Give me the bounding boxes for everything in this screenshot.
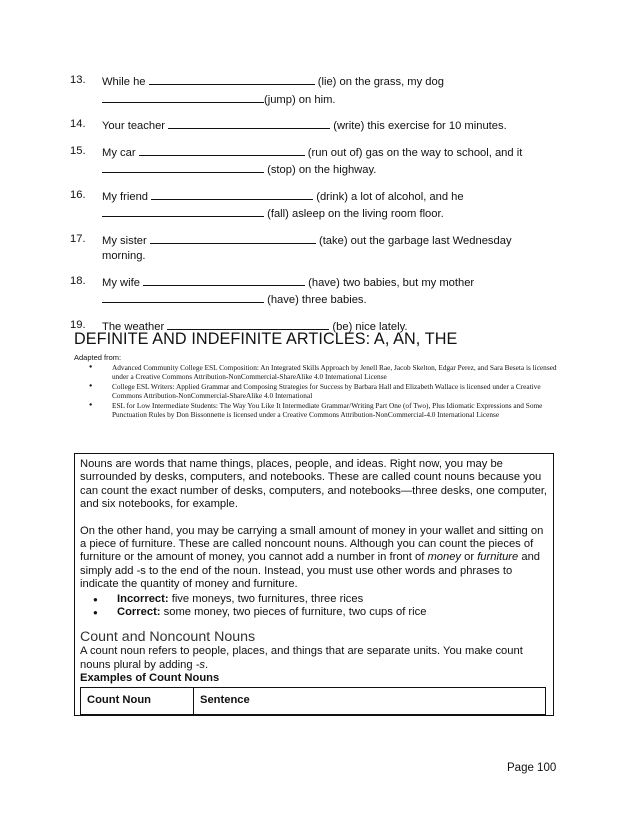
count-noun-paragraph: A count noun refers to people, places, and things that are separate units. You make count nouns plural by adding -s. [80, 645, 523, 671]
exercise-text: My friend (drink) a lot of alcohol, and he (fall) asleep on the living room floor. [102, 188, 550, 223]
answer-blank[interactable] [167, 318, 329, 330]
exercise-number: 17. [70, 232, 86, 245]
exercise-text: My car (run out of) gas on the way to school, and it (stop) on the highway. [102, 144, 550, 179]
exercise-number: 19. [70, 318, 86, 331]
exercise-number: 14. [70, 118, 86, 130]
exercise-number: 18. [70, 274, 86, 287]
source-list [74, 363, 564, 420]
exercise-text: Your teacher (write) this exercise for 10 minutes. [102, 117, 550, 135]
incorrect-example: ● Incorrect: five moneys, two furnitures, three rices [80, 593, 548, 606]
exercise-14 [70, 117, 550, 135]
exercise-list [70, 73, 550, 344]
table-header-row [81, 687, 546, 714]
answer-blank[interactable] [149, 73, 315, 85]
exercise-text: While he (lie) on the grass, my dog (jump) on him. [102, 73, 550, 108]
exercise-15 [70, 144, 550, 179]
source-item: ● Advanced Community College ESL Composition: An Integrated Skills Approach by Jenell Rae, Jacob Skelton, Edgar Perez, and Sara Beseta is licensed under a Creative Commons Attribution-NonCommercial-ShareAlike 4.0 International License [74, 363, 564, 381]
header-sentence: Sentence [194, 687, 546, 714]
emphasis-money: money [427, 551, 462, 564]
answer-blank[interactable] [102, 205, 264, 217]
adapted-from-label: Adapted from: [74, 353, 122, 362]
exercise-text: My wife (have) two babies, but my mother (have) three babies. [102, 274, 550, 309]
correct-example: ● Correct: some money, two pieces of furniture, two cups of rice [80, 606, 548, 619]
nouns-explanation-box [74, 453, 554, 716]
answer-blank[interactable] [102, 91, 264, 103]
intro-paragraph: Nouns are words that name things, places, people, and ideas. Right now, you may be surrounded by desks, computers, and notebooks. These are called count nouns because you can count the exact number of desks, computers, and notebooks—three desks, one computer, and six notebooks, for example. [80, 458, 548, 511]
source-item: ● ESL for Low Intermediate Students: The Way You Like It Intermediate Grammar/Writing Part One (of Two), Plus Idiomatic Expressions and Some Punctuation Rules by Don Bissonnette is licensed under a Creative Commons Attribution-NonCommercial-4.0 International License [74, 401, 564, 419]
table-caption: Examples of Count Nouns [80, 672, 220, 685]
exercise-text: My sister (take) out the garbage last Wednesday morning. [102, 232, 550, 265]
section-title: DEFINITE AND INDEFINITE ARTICLES: A, AN, THE [74, 330, 458, 348]
subheading-count-noncount: Count and Noncount Nouns [80, 629, 256, 646]
source-item: ● College ESL Writers: Applied Grammar and Composing Strategies for Success by Barbara Hall and Elizabeth Wallace is licensed under a Creative Commons Attribution-NonCommercial-ShareAlike 4.0 International [74, 382, 564, 400]
answer-blank[interactable] [143, 274, 305, 286]
exercise-text: The weather (be) nice lately. [102, 318, 550, 336]
header-count-noun: Count Noun [81, 687, 194, 714]
example-list [80, 593, 548, 620]
count-nouns-table [80, 687, 546, 715]
answer-blank[interactable] [102, 291, 264, 303]
answer-blank[interactable] [151, 188, 313, 200]
exercise-13 [70, 73, 550, 108]
answer-blank[interactable] [150, 232, 316, 244]
answer-blank[interactable] [102, 161, 264, 173]
exercise-number: 15. [70, 144, 86, 157]
exercise-16 [70, 188, 550, 223]
answer-blank[interactable] [168, 117, 330, 129]
exercise-number: 13. [70, 74, 86, 86]
page-number: Page 100 [507, 762, 557, 774]
answer-blank[interactable] [139, 144, 305, 156]
exercise-number: 16. [70, 188, 86, 201]
emphasis-furniture: furniture [477, 551, 519, 564]
exercise-17 [70, 232, 550, 265]
noncount-paragraph: On the other hand, you may be carrying a small amount of money in your wallet and sitting on a piece of furniture. These are called noncount nouns. Although you can count the pieces of furniture or the amount of money, you cannot add a number in front of money or furniture and simply add -s to the end of the noun. Instead, you must use other words and phrases to indicate the quantity of money and furniture. [80, 524, 544, 591]
exercise-18 [70, 274, 550, 309]
